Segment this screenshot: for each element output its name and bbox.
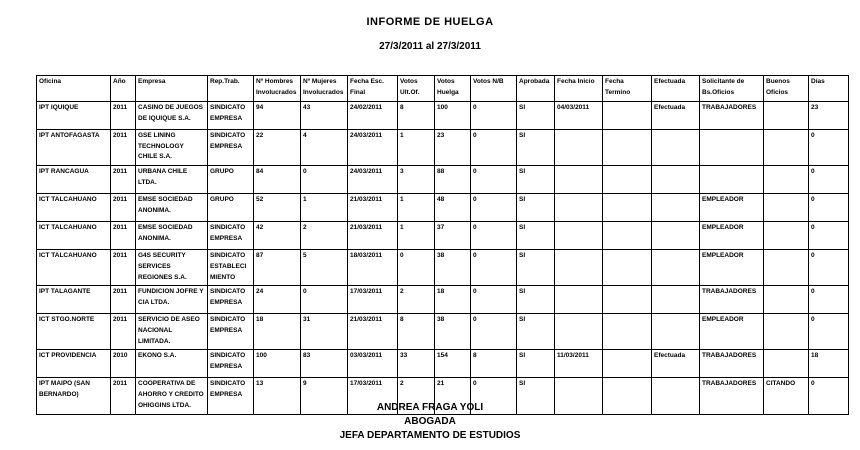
strike-report-table [36,75,849,415]
table-cell: EKONO S.A. [136,350,208,378]
table-cell: TRABAJADORES [700,350,764,378]
table-cell: 0 [471,314,517,350]
table-cell: ICT TALCAHUANO [37,222,111,250]
table-cell: 0 [471,378,517,414]
table-cell [555,130,603,166]
table-cell: 0 [809,378,849,414]
table-cell [764,102,809,130]
table-cell: 23 [435,130,471,166]
table-row [37,130,849,166]
table-cell: 24/03/2011 [348,166,398,194]
table-cell: 0 [301,286,348,314]
table-cell: SINDICATO EMPRESA [208,350,254,378]
table-cell: IPT IQUIQUE [37,102,111,130]
table-cell [603,102,652,130]
table-cell [603,130,652,166]
table-row [37,166,849,194]
table-cell: EMPLEADOR [700,250,764,286]
table-cell [603,314,652,350]
table-cell [652,314,700,350]
signature-name: ANDREA FRAGA YOLI [376,402,484,413]
table-cell: SINDICATO ESTABLECIMIENTO [208,250,254,286]
table-cell: SI [517,194,555,222]
table-cell [764,250,809,286]
table-cell: 43 [301,102,348,130]
table-cell: 2011 [111,250,136,286]
table-cell: EMPLEADOR [700,222,764,250]
table-cell: 0 [398,250,435,286]
table-cell: 0 [471,130,517,166]
table-cell: 4 [301,130,348,166]
table-row [37,286,849,314]
table-row [37,314,849,350]
table-cell [555,194,603,222]
table-cell: 0 [809,222,849,250]
table-cell: 100 [254,350,301,378]
signature-role: ABOGADA [404,416,456,427]
report-title: INFORME DE HUELGA [366,16,494,28]
table-cell: 2011 [111,286,136,314]
table-cell: URBANA CHILE LTDA. [136,166,208,194]
table-cell: 2011 [111,166,136,194]
table-cell: 22 [254,130,301,166]
table-cell: 24/02/2011 [348,102,398,130]
column-header: Votos Huelga [435,76,471,102]
table-cell: SI [517,350,555,378]
table-cell: 3 [398,166,435,194]
column-header: Votos Ult.Of. [398,76,435,102]
table-cell: 2011 [111,222,136,250]
table-cell: SI [517,378,555,414]
column-header: Fecha Esc. Final [348,76,398,102]
table-cell: CITANDO [764,378,809,414]
column-header: Buenos Oficios [764,76,809,102]
table-cell: 0 [809,314,849,350]
table-cell: SI [517,286,555,314]
table-cell: 17/03/2011 [348,378,398,414]
table-cell: 48 [435,194,471,222]
table-cell: SINDICATO EMPRESA [208,378,254,414]
table-cell [555,166,603,194]
table-cell: FUNDICION JOFRE Y CIA LTDA. [136,286,208,314]
table-cell: ICT STGO.NORTE [37,314,111,350]
table-body [37,102,849,415]
table-cell [603,286,652,314]
table-cell [603,350,652,378]
table-cell: 0 [471,250,517,286]
table-cell: 31 [301,314,348,350]
table-cell: GSE LINING TECHNOLOGY CHILE S.A. [136,130,208,166]
table-cell: SI [517,166,555,194]
table-cell [764,222,809,250]
column-header: Nº Mujeres Involucrados [301,76,348,102]
table-cell: SI [517,250,555,286]
table-cell: 21/03/2011 [348,222,398,250]
table-cell: 38 [435,314,471,350]
column-header: Días [809,76,849,102]
table-cell [764,166,809,194]
table-cell: 33 [398,350,435,378]
table-cell: 2011 [111,378,136,414]
table-cell: 8 [471,350,517,378]
table-cell [700,166,764,194]
table-row [37,350,849,378]
table-cell: TRABAJADORES [700,378,764,414]
table-cell: ICT TALCAHUANO [37,250,111,286]
table-cell [603,194,652,222]
table-cell: 04/03/2011 [555,102,603,130]
signature-department: JEFA DEPARTAMENTO DE ESTUDIOS [339,430,521,441]
table-cell: 8 [398,314,435,350]
table-cell: 0 [301,166,348,194]
table-cell [555,314,603,350]
table-cell [764,130,809,166]
table-row [37,250,849,286]
table-cell: 03/03/2011 [348,350,398,378]
table-cell: IPT ANTOFAGASTA [37,130,111,166]
table-cell: SI [517,314,555,350]
table-cell: ICT PROVIDENCIA [37,350,111,378]
table-cell: 0 [809,166,849,194]
table-cell: SINDICATO EMPRESA [208,130,254,166]
table-cell: 1 [398,222,435,250]
table-cell: 18 [254,314,301,350]
column-header: Fecha Inicio [555,76,603,102]
table-cell [652,250,700,286]
table-cell: 42 [254,222,301,250]
table-cell [764,314,809,350]
table-cell: TRABAJADORES [700,286,764,314]
table-cell: EMPLEADOR [700,314,764,350]
table-cell: 21/03/2011 [348,314,398,350]
column-header: Solicitante de Bs.Oficios [700,76,764,102]
table-cell: SI [517,222,555,250]
table-cell: EMPLEADOR [700,194,764,222]
table-cell: 0 [471,194,517,222]
table-row [37,194,849,222]
table-cell: EMSE SOCIEDAD ANONIMA. [136,194,208,222]
table-cell: 1 [398,130,435,166]
table-cell: 21/03/2011 [348,194,398,222]
table-cell: 38 [435,250,471,286]
table-cell: 5 [301,250,348,286]
table-cell: Efectuada [652,350,700,378]
table-cell: 18/03/2011 [348,250,398,286]
column-header: Empresa [136,76,208,102]
column-header: Nº Hombres Involucrados [254,76,301,102]
table-cell: 0 [809,194,849,222]
table-cell: 18 [809,350,849,378]
table-cell: 37 [435,222,471,250]
table-cell: SI [517,130,555,166]
table-cell: 24 [254,286,301,314]
table-cell: 2011 [111,130,136,166]
table-cell [603,250,652,286]
table-cell: 24/03/2011 [348,130,398,166]
table-cell: 0 [471,286,517,314]
table-cell: 100 [435,102,471,130]
table-cell: SERVICIO DE ASEO NACIONAL LIMITADA. [136,314,208,350]
table-cell: 17/03/2011 [348,286,398,314]
table-cell: SI [517,102,555,130]
table-cell: 2 [398,286,435,314]
table-header-row [37,76,849,102]
table-cell [652,286,700,314]
table-cell: G4S SECURITY SERVICES REGIONES S.A. [136,250,208,286]
table-cell [555,222,603,250]
column-header: Oficina [37,76,111,102]
table-cell: 11/03/2011 [555,350,603,378]
table-cell: 0 [809,286,849,314]
table-cell: 154 [435,350,471,378]
table-cell: 18 [435,286,471,314]
table-cell: 23 [809,102,849,130]
table-cell: 52 [254,194,301,222]
table-cell: SINDICATO EMPRESA [208,286,254,314]
column-header: Efectuada [652,76,700,102]
table-cell: 87 [254,250,301,286]
table-cell: IPT RANCAGUA [37,166,111,194]
table-row [37,102,849,130]
column-header: Votos N/B [471,76,517,102]
table-cell: 84 [254,166,301,194]
table-cell: 1 [398,194,435,222]
table-cell [603,222,652,250]
table-cell: COOPERATIVA DE AHORRO Y CREDITO OHIGGINS LTDA. [136,378,208,414]
table-cell: IPT TALAGANTE [37,286,111,314]
table-cell [652,130,700,166]
table-cell [700,130,764,166]
table-cell: 0 [471,222,517,250]
table-cell [764,194,809,222]
table-cell [764,350,809,378]
table-cell: GRUPO [208,194,254,222]
table-cell: 0 [471,166,517,194]
table-cell: 2011 [111,102,136,130]
table-cell: 2011 [111,314,136,350]
table-cell [555,286,603,314]
table-cell: TRABAJADORES [700,102,764,130]
report-date-range: 27/3/2011 al 27/3/2011 [379,41,481,52]
table-cell: 2 [398,378,435,414]
table-cell: 2011 [111,194,136,222]
table-cell: 8 [398,102,435,130]
signature-block [0,402,860,444]
table-cell: 0 [471,102,517,130]
table-cell [652,222,700,250]
table-cell: 21 [435,378,471,414]
table-cell: 2 [301,222,348,250]
column-header: Fecha Termino [603,76,652,102]
table-header [37,76,849,102]
table-cell: EMSE SOCIEDAD ANONIMA. [136,222,208,250]
table-cell: 94 [254,102,301,130]
table-cell [764,286,809,314]
table-cell: SINDICATO EMPRESA [208,222,254,250]
column-header: Año [111,76,136,102]
table-cell: 13 [254,378,301,414]
table-cell: GRUPO [208,166,254,194]
table-cell [652,194,700,222]
table-cell: IPT MAIPO (SAN BERNARDO) [37,378,111,414]
table-cell [603,166,652,194]
table-cell: CASINO DE JUEGOS DE IQUIQUE S.A. [136,102,208,130]
table-cell: ICT TALCAHUANO [37,194,111,222]
table-cell: 2010 [111,350,136,378]
table-cell: SINDICATO EMPRESA [208,102,254,130]
table-row [37,222,849,250]
table-cell: 0 [809,130,849,166]
table-cell: Efectuada [652,102,700,130]
table-cell: 0 [809,250,849,286]
table-cell: SINDICATO EMPRESA [208,314,254,350]
table-cell: 1 [301,194,348,222]
column-header: Aprobada [517,76,555,102]
table-cell: 9 [301,378,348,414]
table-cell [555,250,603,286]
table-cell: 83 [301,350,348,378]
table-cell: 88 [435,166,471,194]
table-cell [652,166,700,194]
column-header: Rep.Trab. [208,76,254,102]
